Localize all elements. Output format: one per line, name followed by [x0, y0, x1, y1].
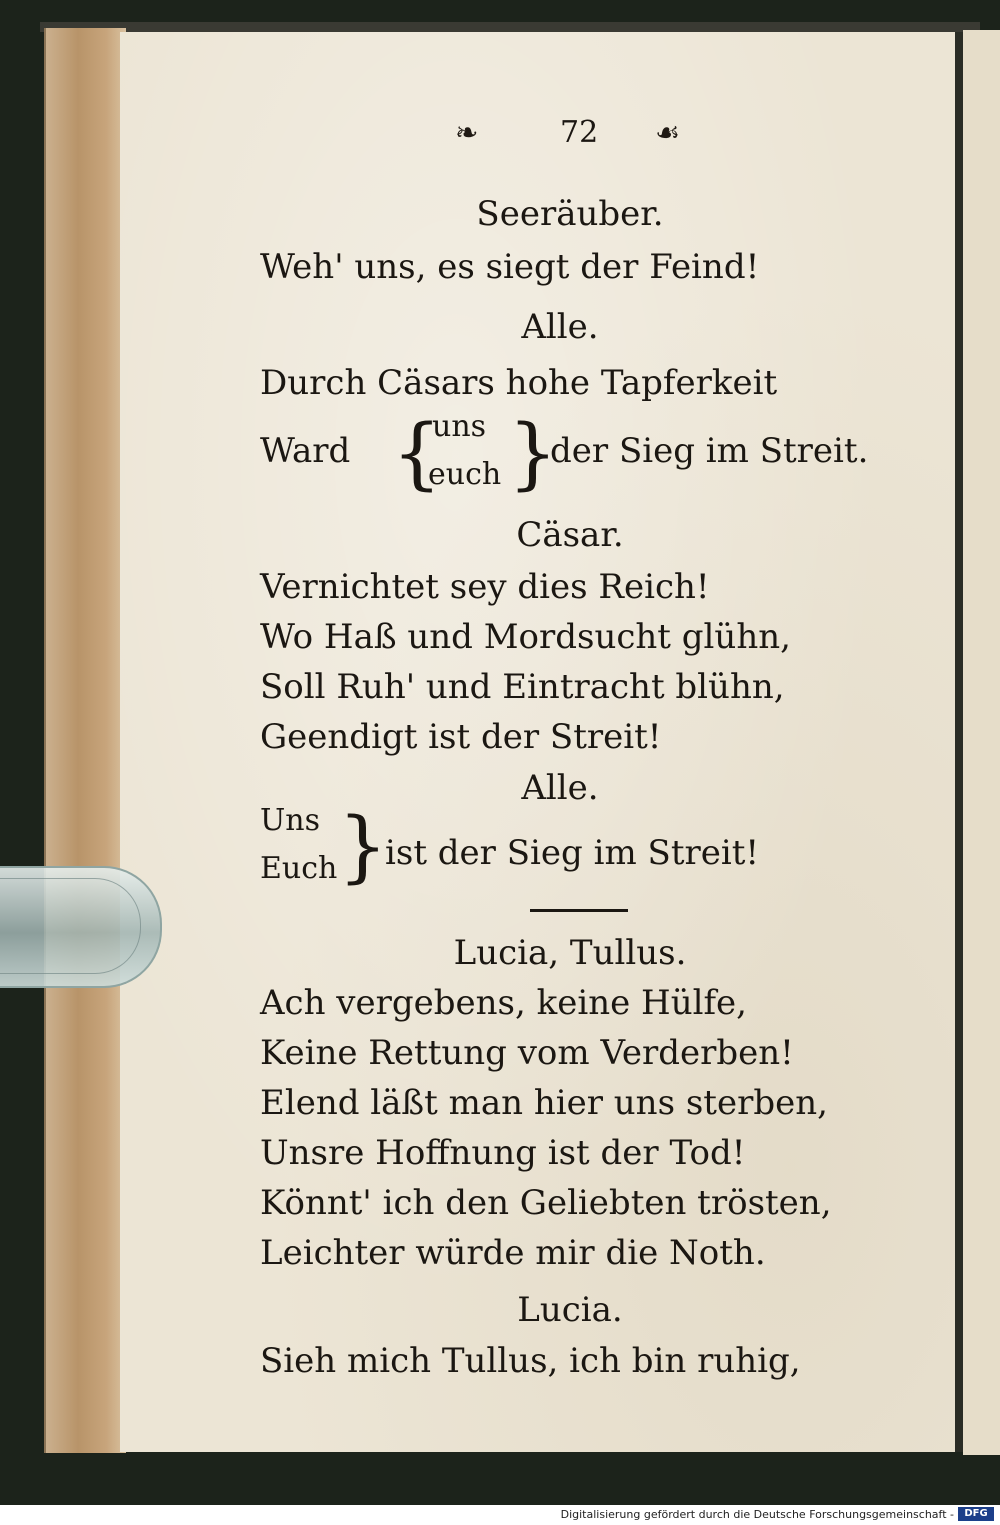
ornament-right-icon: ☙: [655, 116, 681, 149]
footer-credit: Digitalisierung gefördert durch die Deutsche Forschungsgemeinschaft -: [560, 1508, 954, 1521]
verse-line: Keine Rettung vom Verderben!: [260, 1033, 794, 1073]
verse-option: uns: [432, 409, 487, 444]
verse-line: Ach vergebens, keine Hülfe,: [260, 983, 747, 1023]
page-top-edge: [40, 22, 980, 32]
verse-line: Unsre Hoffnung ist der Tod!: [260, 1133, 746, 1173]
next-page-edge: [963, 30, 1000, 1455]
page-number: 72: [560, 115, 599, 150]
verse-word-ward: Ward: [260, 431, 351, 471]
section-divider: [530, 909, 628, 912]
left-brace-icon: {: [392, 409, 442, 499]
verse-line: Leichter würde mir die Noth.: [260, 1233, 766, 1273]
verse-line: Durch Cäsars hohe Tapferkeit: [260, 363, 778, 403]
speaker-heading: Seeräuber.: [476, 194, 664, 234]
book-gutter: [955, 32, 963, 1452]
speaker-heading: Lucia, Tullus.: [453, 933, 687, 973]
verse-line: der Sieg im Streit.: [550, 431, 869, 471]
verse-option: Uns: [260, 803, 320, 838]
verse-line: Sieh mich Tullus, ich bin ruhig,: [260, 1341, 801, 1381]
right-brace-icon: }: [508, 409, 558, 499]
verse-line: Vernichtet sey dies Reich!: [260, 567, 710, 607]
verse-line: Soll Ruh' und Eintracht blühn,: [260, 667, 785, 707]
verse-line: Könnt' ich den Geliebten trösten,: [260, 1183, 832, 1223]
right-brace-icon: }: [338, 802, 388, 892]
verse-line: ist der Sieg im Streit!: [385, 833, 760, 873]
verse-line: Wo Haß und Mordsucht glühn,: [260, 617, 791, 657]
dfg-logo-icon: DFG: [958, 1507, 994, 1521]
ornament-left-icon: ❧: [455, 116, 479, 149]
speaker-heading: Alle.: [521, 768, 599, 808]
verse-option: Euch: [260, 851, 338, 886]
speaker-heading: Alle.: [521, 307, 599, 347]
book-cover-edge: [44, 28, 126, 1453]
verse-option: euch: [428, 457, 502, 492]
verse-line: Weh' uns, es siegt der Feind!: [260, 247, 760, 287]
verse-line: Geendigt ist der Streit!: [260, 717, 662, 757]
verse-line: Elend läßt man hier uns sterben,: [260, 1083, 828, 1123]
speaker-heading: Cäsar.: [516, 515, 624, 555]
speaker-heading: Lucia.: [517, 1290, 623, 1330]
page-holder-clip-highlight: [0, 878, 141, 974]
